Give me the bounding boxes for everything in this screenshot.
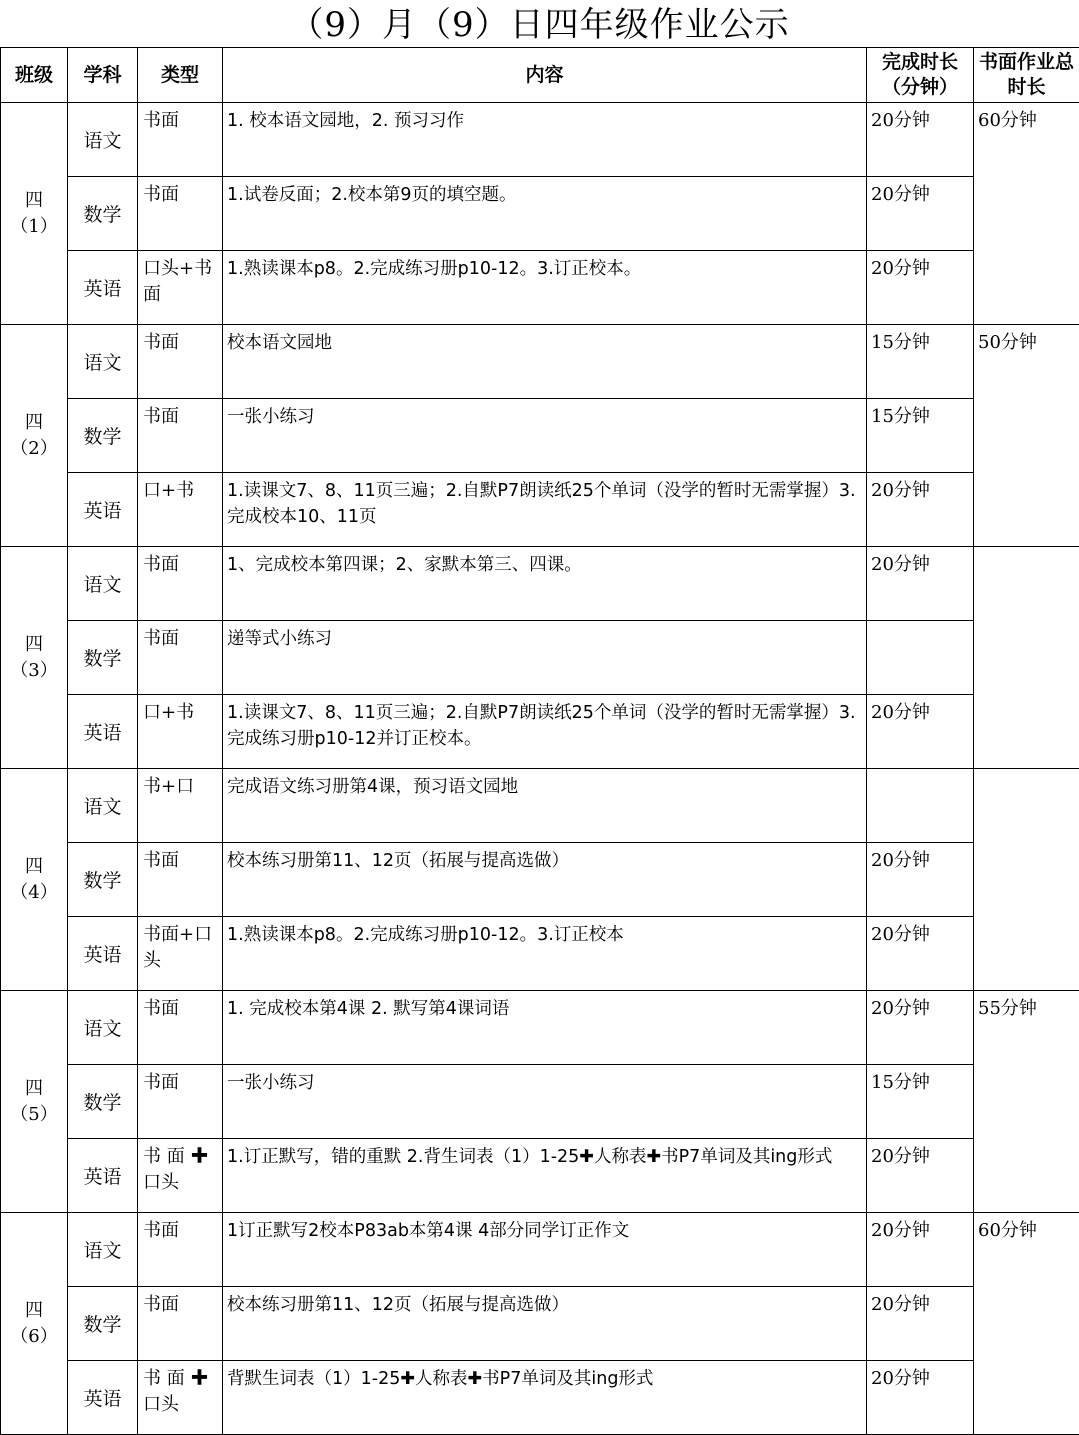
table-row	[1, 1287, 1079, 1361]
table-row	[1, 769, 1079, 843]
content-cell: 1订正默写2校本P83ab本第4课 4部分同学订正作文	[223, 1213, 867, 1287]
total-time-cell: 60分钟	[974, 103, 1079, 325]
time-cell: 20分钟	[867, 547, 974, 621]
type-cell: 书面	[138, 325, 223, 399]
time-cell: 20分钟	[867, 251, 974, 325]
content-cell: 完成语文练习册第4课，预习语文园地	[223, 769, 867, 843]
subject-cell: 英语	[68, 1139, 138, 1213]
table-row	[1, 621, 1079, 695]
type-cell: 书面+口头	[138, 917, 223, 991]
page-title: （9）月（9）日四年级作业公示	[0, 0, 1079, 47]
type-cell: 书面	[138, 991, 223, 1065]
content-cell: 一张小练习	[223, 399, 867, 473]
type-cell: 口+书	[138, 473, 223, 547]
content-cell: 1.读课文7、8、11页三遍；2.自默P7朗读纸25个单词（没学的暂时无需掌握）3.完成练习册p10-12并订正校本。	[223, 695, 867, 769]
table-row	[1, 399, 1079, 473]
subject-cell: 数学	[68, 621, 138, 695]
content-cell: 校本练习册第11、12页（拓展与提高选做）	[223, 843, 867, 917]
subject-cell: 数学	[68, 177, 138, 251]
type-cell: 书+口	[138, 769, 223, 843]
subject-cell: 语文	[68, 547, 138, 621]
header-subject: 学科	[68, 48, 138, 103]
time-cell: 15分钟	[867, 1065, 974, 1139]
subject-cell: 英语	[68, 473, 138, 547]
subject-cell: 数学	[68, 399, 138, 473]
type-cell: 书 面 ✚口头	[138, 1361, 223, 1435]
class-number: （3）	[1, 658, 67, 684]
header-time: 完成时长（分钟）	[867, 48, 974, 103]
content-cell: 1.试卷反面；2.校本第9页的填空题。	[223, 177, 867, 251]
class-number: （2）	[1, 436, 67, 462]
type-cell: 书面	[138, 103, 223, 177]
header-class: 班级	[1, 48, 68, 103]
content-cell: 1.订正默写，错的重默 2.背生词表（1）1-25✚人称表✚书P7单词及其ing形式	[223, 1139, 867, 1213]
subject-cell: 语文	[68, 991, 138, 1065]
table-row	[1, 473, 1079, 547]
subject-cell: 语文	[68, 325, 138, 399]
time-cell: 20分钟	[867, 917, 974, 991]
subject-cell: 语文	[68, 103, 138, 177]
class-name: 四	[1, 632, 67, 658]
class-name: 四	[1, 188, 67, 214]
class-cell	[1, 547, 68, 769]
class-name: 四	[1, 1298, 67, 1324]
time-cell: 20分钟	[867, 695, 974, 769]
homework-table	[0, 47, 1079, 1435]
class-number: （5）	[1, 1102, 67, 1128]
time-cell: 20分钟	[867, 1213, 974, 1287]
time-cell: 20分钟	[867, 1361, 974, 1435]
total-time-cell: 60分钟	[974, 1213, 1079, 1435]
time-cell: 20分钟	[867, 177, 974, 251]
type-cell: 书面	[138, 399, 223, 473]
type-cell: 书面	[138, 843, 223, 917]
class-name: 四	[1, 1076, 67, 1102]
subject-cell: 数学	[68, 843, 138, 917]
subject-cell: 语文	[68, 769, 138, 843]
class-cell	[1, 103, 68, 325]
header-total: 书面作业总时长	[974, 48, 1079, 103]
subject-cell: 英语	[68, 695, 138, 769]
class-name: 四	[1, 854, 67, 880]
subject-cell: 数学	[68, 1287, 138, 1361]
table-row	[1, 843, 1079, 917]
type-cell: 书面	[138, 1287, 223, 1361]
class-number: （1）	[1, 214, 67, 240]
header-type: 类型	[138, 48, 223, 103]
table-row	[1, 1213, 1079, 1287]
time-cell: 20分钟	[867, 843, 974, 917]
table-row	[1, 917, 1079, 991]
class-cell	[1, 1213, 68, 1435]
table-row	[1, 991, 1079, 1065]
type-cell: 书面	[138, 177, 223, 251]
total-time-cell: 55分钟	[974, 991, 1079, 1213]
table-row	[1, 1361, 1079, 1435]
type-cell: 书 面 ✚口头	[138, 1139, 223, 1213]
table-row	[1, 695, 1079, 769]
time-cell: 20分钟	[867, 103, 974, 177]
subject-cell: 英语	[68, 251, 138, 325]
content-cell: 1.读课文7、8、11页三遍；2.自默P7朗读纸25个单词（没学的暂时无需掌握）3.完成校本10、11页	[223, 473, 867, 547]
total-time-cell: 50分钟	[974, 325, 1079, 547]
table-row	[1, 251, 1079, 325]
subject-cell: 英语	[68, 917, 138, 991]
type-cell: 书面	[138, 1213, 223, 1287]
header-row	[1, 48, 1079, 103]
subject-cell: 数学	[68, 1065, 138, 1139]
content-cell: 校本语文园地	[223, 325, 867, 399]
content-cell: 一张小练习	[223, 1065, 867, 1139]
content-cell: 校本练习册第11、12页（拓展与提高选做）	[223, 1287, 867, 1361]
total-time-cell	[974, 769, 1079, 991]
class-cell	[1, 991, 68, 1213]
time-cell	[867, 621, 974, 695]
table-row	[1, 177, 1079, 251]
time-cell: 20分钟	[867, 473, 974, 547]
time-cell: 15分钟	[867, 399, 974, 473]
table-row	[1, 1065, 1079, 1139]
content-cell: 1.熟读课本p8。2.完成练习册p10-12。3.订正校本。	[223, 251, 867, 325]
content-cell: 背默生词表（1）1-25✚人称表✚书P7单词及其ing形式	[223, 1361, 867, 1435]
class-name: 四	[1, 410, 67, 436]
class-cell	[1, 769, 68, 991]
content-cell: 1.熟读课本p8。2.完成练习册p10-12。3.订正校本	[223, 917, 867, 991]
total-time-cell	[974, 547, 1079, 769]
table-row	[1, 103, 1079, 177]
content-cell: 1. 完成校本第4课 2. 默写第4课词语	[223, 991, 867, 1065]
type-cell: 口+书	[138, 695, 223, 769]
time-cell: 20分钟	[867, 1287, 974, 1361]
time-cell: 20分钟	[867, 1139, 974, 1213]
time-cell: 15分钟	[867, 325, 974, 399]
class-number: （4）	[1, 880, 67, 906]
type-cell: 书面	[138, 1065, 223, 1139]
class-number: （6）	[1, 1324, 67, 1350]
table-row	[1, 325, 1079, 399]
class-cell	[1, 325, 68, 547]
subject-cell: 语文	[68, 1213, 138, 1287]
table-row	[1, 547, 1079, 621]
time-cell	[867, 769, 974, 843]
type-cell: 书面	[138, 547, 223, 621]
content-cell: 1. 校本语文园地，2. 预习习作	[223, 103, 867, 177]
type-cell: 口头+书面	[138, 251, 223, 325]
table-row	[1, 1139, 1079, 1213]
subject-cell: 英语	[68, 1361, 138, 1435]
type-cell: 书面	[138, 621, 223, 695]
content-cell: 递等式小练习	[223, 621, 867, 695]
header-content: 内容	[223, 48, 867, 103]
content-cell: 1、完成校本第四课；2、家默本第三、四课。	[223, 547, 867, 621]
time-cell: 20分钟	[867, 991, 974, 1065]
